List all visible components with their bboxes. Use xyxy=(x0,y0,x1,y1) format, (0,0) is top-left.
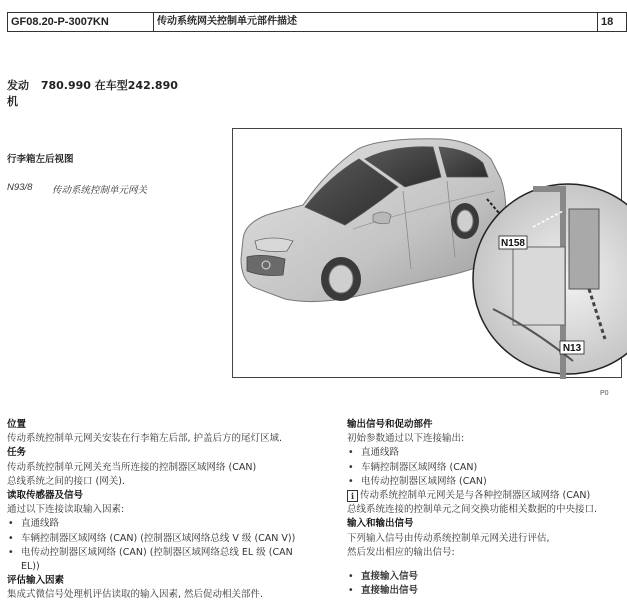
left-column xyxy=(7,418,307,603)
list-item: • 车辆控制器区域网络 (CAN) (控制器区域网络总线 V 级 (CAN V)) xyxy=(8,532,296,544)
list-item: • 直接输入信号 xyxy=(348,571,419,583)
read-sensors-heading: 读取传感器及信号 xyxy=(7,490,84,502)
component-location-figure xyxy=(232,128,622,378)
info-icon: i xyxy=(347,490,358,502)
page-number: 18 xyxy=(601,16,614,28)
list-item: • 直接输出信号 xyxy=(348,585,419,597)
list-item: • 电传动控制器区域网络 (CAN) xyxy=(348,475,487,487)
task-heading: 任务 xyxy=(7,447,27,459)
list-item: • 直通线路 xyxy=(8,518,60,530)
output-heading: 输出信号和促动部件 xyxy=(347,419,433,430)
callout-n13-label: N13 xyxy=(562,343,582,354)
legend-code: N93/8 xyxy=(7,182,33,193)
figure-reference: P0 xyxy=(600,390,609,397)
io-heading: 输入和输出信号 xyxy=(347,518,414,530)
right-column xyxy=(347,418,617,598)
applicability-value: 780.990 在车型242.890 xyxy=(40,79,178,92)
car-illustration xyxy=(233,129,623,379)
doc-code: GF08.20-P-3007KN xyxy=(8,13,154,31)
note-text-2: 总线系统连接的控制单元之间交换功能相关数据的中央接口. xyxy=(347,504,598,516)
read-sensors-text: 通过以下连接读取输入因素: xyxy=(7,504,125,516)
applicability xyxy=(7,78,178,110)
callout-n13 xyxy=(560,341,584,354)
list-item: • 电传动控制器区域网络 (CAN) (控制器区域网络总线 EL 级 (CAN xyxy=(8,546,293,558)
doc-title: 传动系统网关控制单元部件描述 xyxy=(154,13,598,31)
document-header xyxy=(7,12,627,32)
task-text-2: 总线系统之间的接口 (网关). xyxy=(7,475,125,487)
io-text-1: 下列输入信号由传动系统控制单元网关进行评估, xyxy=(347,532,550,544)
legend-row xyxy=(7,182,147,196)
list-item-continued: EL)) xyxy=(21,561,40,573)
io-text-2: 然后发出相应的输出信号: xyxy=(347,546,455,558)
legend-text: 传动系统控制单元网关 xyxy=(52,185,148,196)
evaluate-text: 集成式微信号处理机评估读取的输入因素, 然后促动相关部件. xyxy=(7,589,264,601)
view-title: 行李箱左后视图 xyxy=(7,154,74,165)
task-text-1: 传动系统控制单元网关充当所连接的控制器区域网络 (CAN) xyxy=(7,461,257,473)
list-item: • 车辆控制器区域网络 (CAN) xyxy=(348,461,478,473)
output-text: 初始参数通过以下连接输出: xyxy=(347,433,465,445)
car-body xyxy=(241,139,506,302)
applicability-label: 发动机 xyxy=(7,79,29,108)
location-text: 传动系统控制单元网关安装在行李箱左后部, 护盖后方的尾灯区域. xyxy=(7,433,283,445)
evaluate-heading: 评估输入因素 xyxy=(7,575,65,587)
location-heading: 位置 xyxy=(7,419,27,430)
note-text-1: i 传动系统控制单元网关是与各种控制器区域网络 (CAN) xyxy=(347,489,617,503)
callout-n158 xyxy=(499,236,527,249)
list-item: • 直通线路 xyxy=(348,447,400,459)
callout-n158-label: N158 xyxy=(501,238,525,249)
